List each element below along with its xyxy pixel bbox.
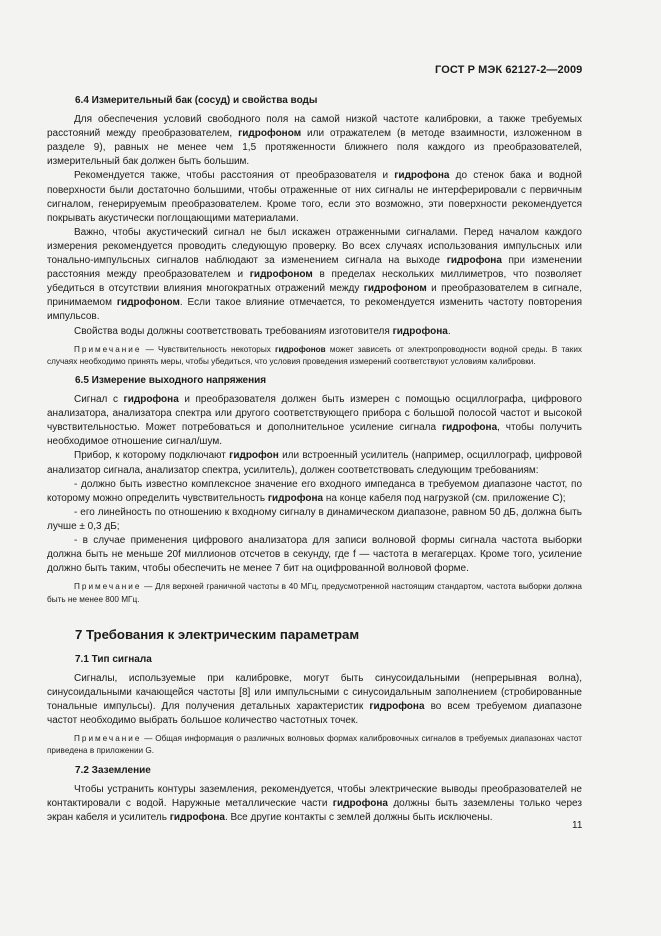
section-6-4-paragraph-4: Свойства воды должны соответствовать требованиям изготовителя гидрофона. <box>74 325 451 337</box>
section-6-5-paragraph-1: Сигнал с гидрофона и преобразователя должен быть измерен с помощью осциллографа, цифрового анализатора, анализатора спектра или другого соответствующего прибора с большой полосой частот и высокой чувствительностью. Может потребоваться и дополнительное усиление сигнала гидрофона, чтобы получить необходимое отношение сигнал/шум. <box>47 394 582 448</box>
section-6-5-title: 6.5 Измерение выходного напряжения <box>75 375 267 386</box>
list-item: - в случае применения цифрового анализатора для записи волновой формы сигнала частота выборки должна быть не меньше 20f миллионов отсчетов в секунду, где f — частота в мегагерцах. Кроме того, усиление должно быть таким, чтобы обеспечить не менее 7 бит на оцифрованной волновой форме. <box>47 535 582 575</box>
section-7-1-paragraph-1: Сигналы, используемые при калибровке, могут быть синусоидальными (непрерывная волна), синусоидальными качающейся частоты [8] или импульсными с синусоидальным заполнением (стробированные тональные импульсы). Для получения детальных характеристик гидрофона во всем требуемом диапазоне частот необходимо выбрать большое количество частотных точек. <box>47 672 582 727</box>
list-item: - должно быть известно комплексное значение его входного импеданса в требуемом диапазоне частот, по которому можно определить чувствительность гидрофона на конце кабеля под нагрузкой (см. приложение С); <box>47 478 582 504</box>
section-7-1-note: Примечание — Общая информация о различных волновых формах калибровочных сигналов в требуемых диапазонах частот приведена в приложении G. <box>47 734 582 756</box>
section-7-1-title: 7.1 Тип сигнала <box>75 653 152 665</box>
page-content <box>47 92 582 825</box>
chapter-7-title: 7 Требования к электрическим параметрам <box>75 626 360 642</box>
section-6-5-note: Примечание — Для верхней граничной частоты в 40 МГц, предусмотренной настоящим стандартом, частота выборки должна быть не менее 800 МГц. <box>47 582 582 604</box>
section-6-4-note: Примечание — Чувствительность некоторых гидрофонов может зависеть от электропроводности водной среды. В таких случаях необходимо принять меры, чтобы убедиться, что условия проведения измерений соответствуют условиям калибровки. <box>47 344 582 366</box>
list-item: - его линейность по отношению к входному сигналу в динамическом диапазоне, равном 50 дБ, должна быть лучше ± 0,3 дБ; <box>47 506 582 532</box>
section-6-4-title: 6.4 Измерительный бак (сосуд) и свойства воды <box>75 95 318 106</box>
section-6-4-paragraph-2: Рекомендуется также, чтобы расстояния от преобразователя и гидрофона до стенок бака и водной поверхности были достаточно большими, чтобы отраженные от них сигналы не интерферировали с первичным сигналом, генерируемым преобразователем. Кроме того, если это возможно, эти поверхности рекомендуется покрывать акустически поглощающими материалами. <box>47 170 582 224</box>
section-6-4-paragraph-3: Важно, чтобы акустический сигнал не был искажен отраженными сигналами. Перед началом каждого измерения рекомендуется проводить следующую проверку. Во всех случаях использования импульсных или тонально-импульсных сигналов наблюдают за изменением сигнала на выходе гидрофона при изменении расстояния между преобразователем и гидрофоном в пределах нескольких миллиметров, что позволяет убедиться в отсутствии влияния многократных отражений между гидрофоном и преобразователем в сигнале, принимаемом гидрофоном. Если такое влияние отмечается, то рекомендуется изменить частоту повторения импульсов. <box>47 226 583 323</box>
page-number: 11 <box>572 820 583 831</box>
section-6-5-paragraph-2: Прибор, к которому подключают гидрофон или встроенный усилитель (например, осциллограф, цифровой анализатор сигнала, анализатор спектра, усилитель), должен соответствовать следующим требованиям: <box>47 450 583 476</box>
section-7-2-title: 7.2 Заземление <box>75 764 151 776</box>
section-7-2-paragraph-1: Чтобы устранить контуры заземления, рекомендуется, чтобы электрические выводы преобразователей не контактировали с водой. Наружные металлические части гидрофона должны быть заземлены только через экран кабеля и усилитель гидрофона. Все другие контакты с землей должны быть исключены. <box>47 783 582 823</box>
section-6-4-paragraph-1: Для обеспечения условий свободного поля на самой низкой частоте калибровки, а также требуемых расстояний между преобразователем, гидрофоном или отражателем (в методе взаимности, изложенном в разделе 9), равных не менее чем 1,5 протяженности ближнего поля каждого из преобразователей, измерительный бак должен быть большим. <box>47 114 582 168</box>
document-code-header: ГОСТ Р МЭК 62127-2—2009 <box>435 64 583 76</box>
